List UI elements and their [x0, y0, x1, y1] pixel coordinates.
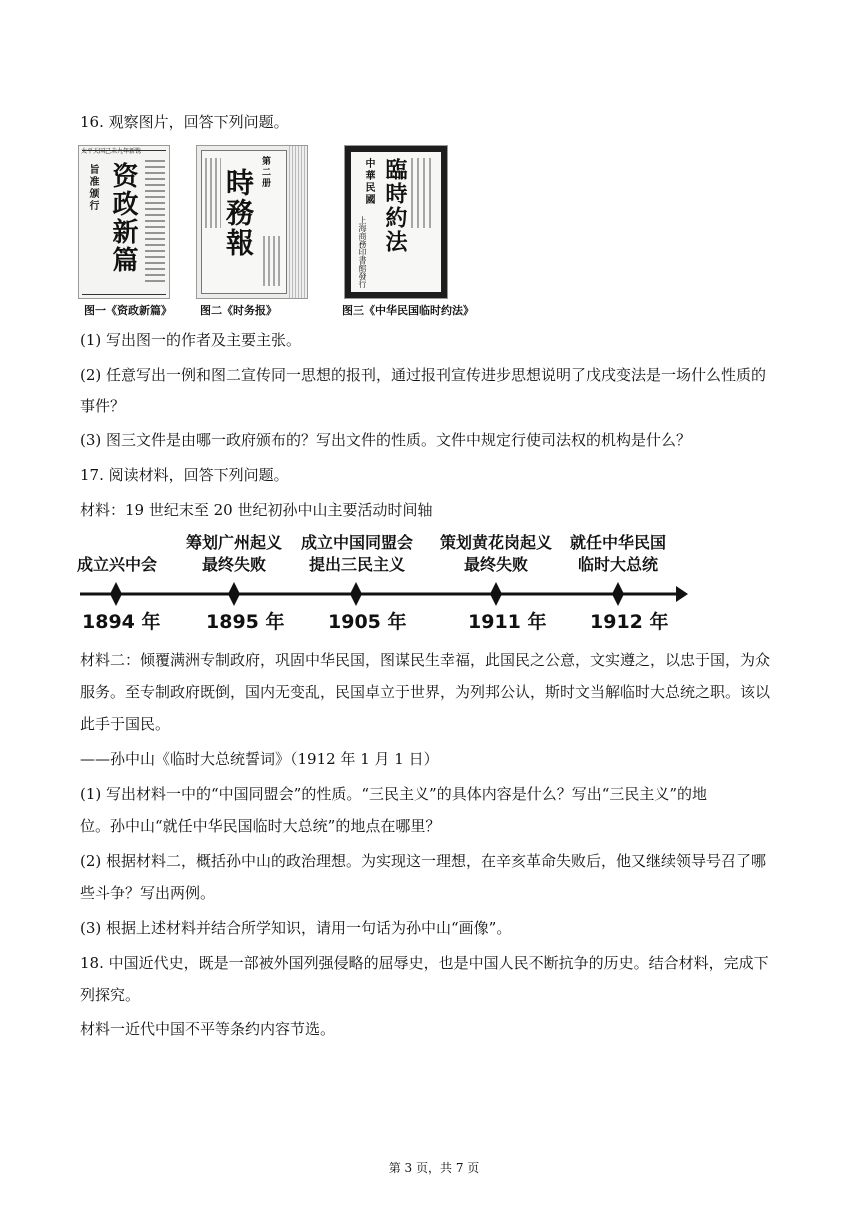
timeline-event-1905: 成立中国同盟会 提出三民主义 [300, 533, 413, 574]
timeline-event-1895: 筹划广州起义 最终失败 [185, 533, 282, 574]
timeline-year-1895: 1895 年 [206, 611, 285, 633]
timeline-marker-1895 [228, 582, 240, 606]
figure-2-title: 時務報 [222, 168, 255, 258]
figure-2-caption: 图二《时务报》 [200, 304, 277, 317]
q16-question-3: (3) 图三文件是由哪一政府颁布的？写出文件的性质。文件中规定行使司法权的机构是什么？ [80, 431, 692, 449]
timeline-marker-1905 [350, 582, 362, 606]
q17-question-1-line-1: (1) 写出材料一中的“中国同盟会”的性质。“三民主义”的具体内容是什么？写出“三民主义”的地 [80, 785, 708, 803]
timeline-year-1894: 1894 年 [82, 611, 161, 633]
q16-figures [78, 145, 478, 317]
timeline-marker-1912 [612, 582, 624, 606]
figure-1-title: 资政新篇 [108, 162, 138, 274]
page-footer: 第 3 页，共 7 页 [388, 1161, 480, 1175]
q16-question-1: (1) 写出图一的作者及主要主张。 [80, 331, 302, 349]
q17-question-2-line-1: (2) 根据材料二，概括孙中山的政治理想。为实现这一理想，在辛亥革命失败后，他又继续领导号召了哪 [80, 852, 767, 870]
q18-line-2: 列探究。 [80, 986, 141, 1004]
q18-line-1: 18. 中国近代史，既是一部被外国列强侵略的屈辱史，也是中国人民不断抗争的历史。结合材料，完成下 [80, 954, 769, 972]
figure-1-caption: 图一《资政新篇》 [84, 304, 172, 317]
figure-1-top-text: 太平天国己未九年新镌 [81, 148, 142, 155]
q18-material-1: 材料一近代中国不平等条约内容节选。 [80, 1020, 336, 1038]
figure-1-side-text: 旨准颁行 [87, 164, 98, 212]
q17-material-2-line-1: 材料二：倾覆满洲专制政府，巩固中华民国，图谋民生幸福，此国民之公意，文实遵之，以忠于国，为众 [80, 651, 771, 669]
q17-title: 17. 阅读材料，回答下列问题。 [80, 466, 289, 484]
timeline-event-1894: 成立兴中会 [76, 555, 157, 574]
figure-2-image [196, 145, 308, 299]
q17-material-1-label: 材料：19 世纪末至 20 世纪初孙中山主要活动时间轴 [80, 501, 433, 519]
q17-question-2-line-2: 些斗争？写出两例。 [80, 884, 216, 902]
timeline-year-1912: 1912 年 [590, 611, 669, 633]
q17-question-1-line-2: 位。孙中山“就任中华民国临时大总统”的地点在哪里？ [80, 817, 441, 835]
figure-3-caption: 图三《中华民国临时约法》 [342, 304, 474, 317]
figure-3-image [344, 145, 448, 299]
timeline-event-1912: 就任中华民国 临时大总统 [569, 533, 666, 574]
q17-question-3: (3) 根据上述材料并结合所学知识，请用一句话为孙中山“画像”。 [80, 919, 512, 937]
q16-question-2-line-1: (2) 任意写出一例和图二宣传同一思想的报刊，通过报刊宣传进步思想说明了戊戌变法是一场什么性质的 [80, 366, 767, 384]
q16-title: 16. 观察图片，回答下列问题。 [80, 113, 289, 131]
q17-source: ——孙中山《临时大总统誓词》（1912 年 1 月 1 日） [80, 750, 439, 768]
figure-3-side-text: 中華民國 [363, 158, 374, 206]
timeline-year-1905: 1905 年 [328, 611, 407, 633]
q17-material-2-line-3: 此手于国民。 [80, 715, 171, 733]
figure-3-title: 臨時約法 [382, 158, 408, 254]
figure-3-bottom-text: 上海商務印書館發行 [358, 216, 367, 288]
timeline-year-1911: 1911 年 [468, 611, 547, 633]
timeline-marker-1911 [490, 582, 502, 606]
figure-2-side-text: 第二册 [260, 156, 270, 189]
timeline-marker-1894 [110, 582, 122, 606]
timeline-event-1911: 策划黄花岗起义 最终失败 [439, 533, 552, 574]
q17-material-2-line-2: 服务。至专制政府既倒，国内无变乱，民国卓立于世界，为列邦公认，斯时文当解临时大总统之职。该以 [80, 683, 771, 701]
figure-1-image [78, 145, 170, 299]
q16-question-2-line-2: 事件？ [80, 397, 126, 415]
timeline [78, 530, 690, 640]
